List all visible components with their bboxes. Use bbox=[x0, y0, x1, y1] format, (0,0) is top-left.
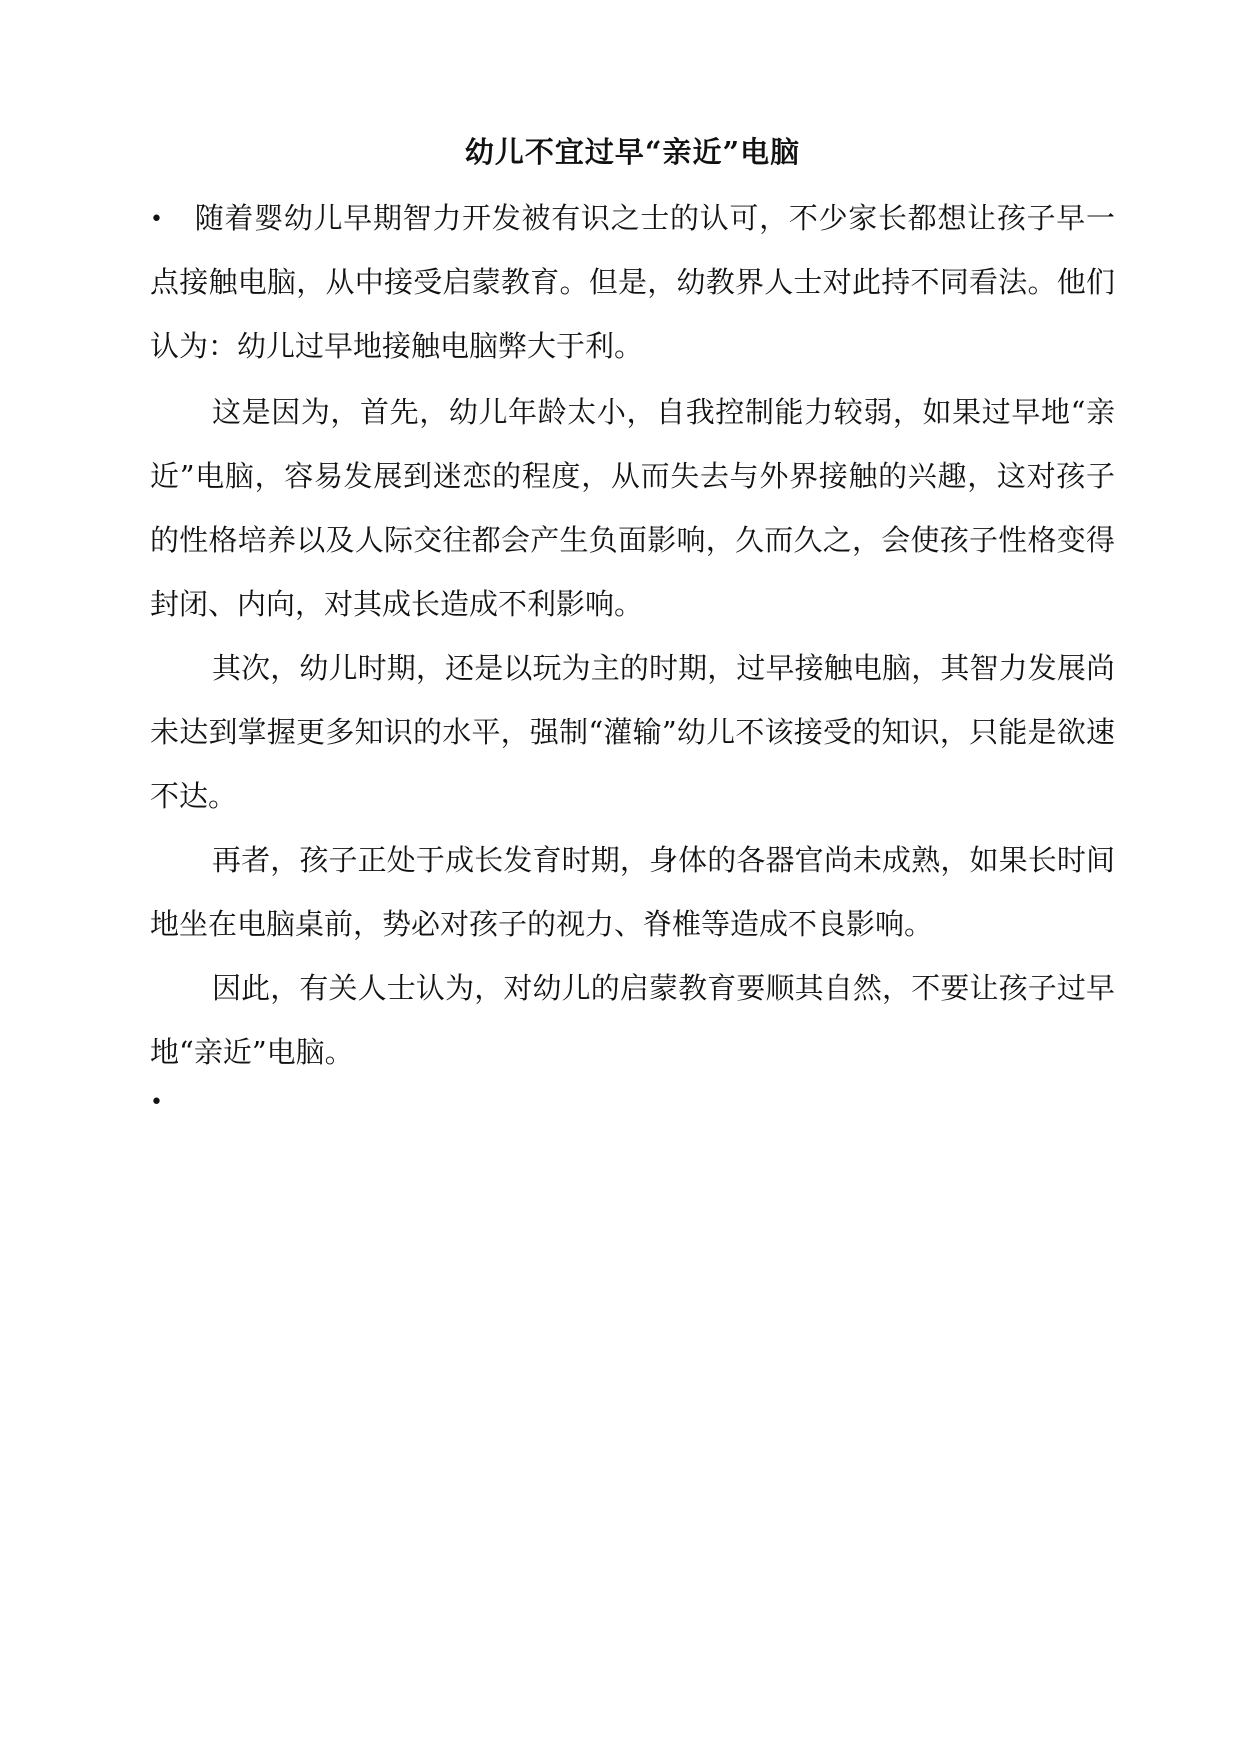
trailing-bullet-marker: • bbox=[150, 1090, 163, 1115]
paragraph-1-text: 随着婴幼儿早期智力开发被有识之士的认可，不少家长都想让孩子早一点接触电脑，从中接受启蒙教育。但是，幼教界人士对此持不同看法。他们认为：幼儿过早地接触电脑弊大于利。 bbox=[150, 201, 1115, 363]
paragraph-2: 这是因为，首先，幼儿年龄太小，自我控制能力较弱，如果过早地“亲近”电脑，容易发展到迷恋的程度，从而失去与外界接触的兴趣，这对孩子的性格培养以及人际交往都会产生负面影响，久而久之，会使孩子性格变得封闭、内向，对其成长造成不利影响。 bbox=[150, 395, 1115, 621]
paragraph-5: 因此，有关人士认为，对幼儿的启蒙教育要顺其自然，不要让孩子过早地“亲近”电脑。 bbox=[150, 971, 1115, 1069]
bullet-marker: • bbox=[150, 207, 163, 232]
document-page bbox=[150, 0, 1115, 1754]
paragraph-4: 再者，孩子正处于成长发育时期，身体的各器官尚未成熟，如果长时间地坐在电脑桌前，势必对孩子的视力、脊椎等造成不良影响。 bbox=[150, 843, 1115, 941]
paragraph-1 bbox=[150, 186, 1115, 378]
document-title: 幼儿不宜过早“亲近”电脑 bbox=[464, 135, 801, 169]
paragraph-3: 其次，幼儿时期，还是以玩为主的时期，过早接触电脑，其智力发展尚未达到掌握更多知识的水平，强制“灌输”幼儿不该接受的知识，只能是欲速不达。 bbox=[150, 651, 1115, 813]
